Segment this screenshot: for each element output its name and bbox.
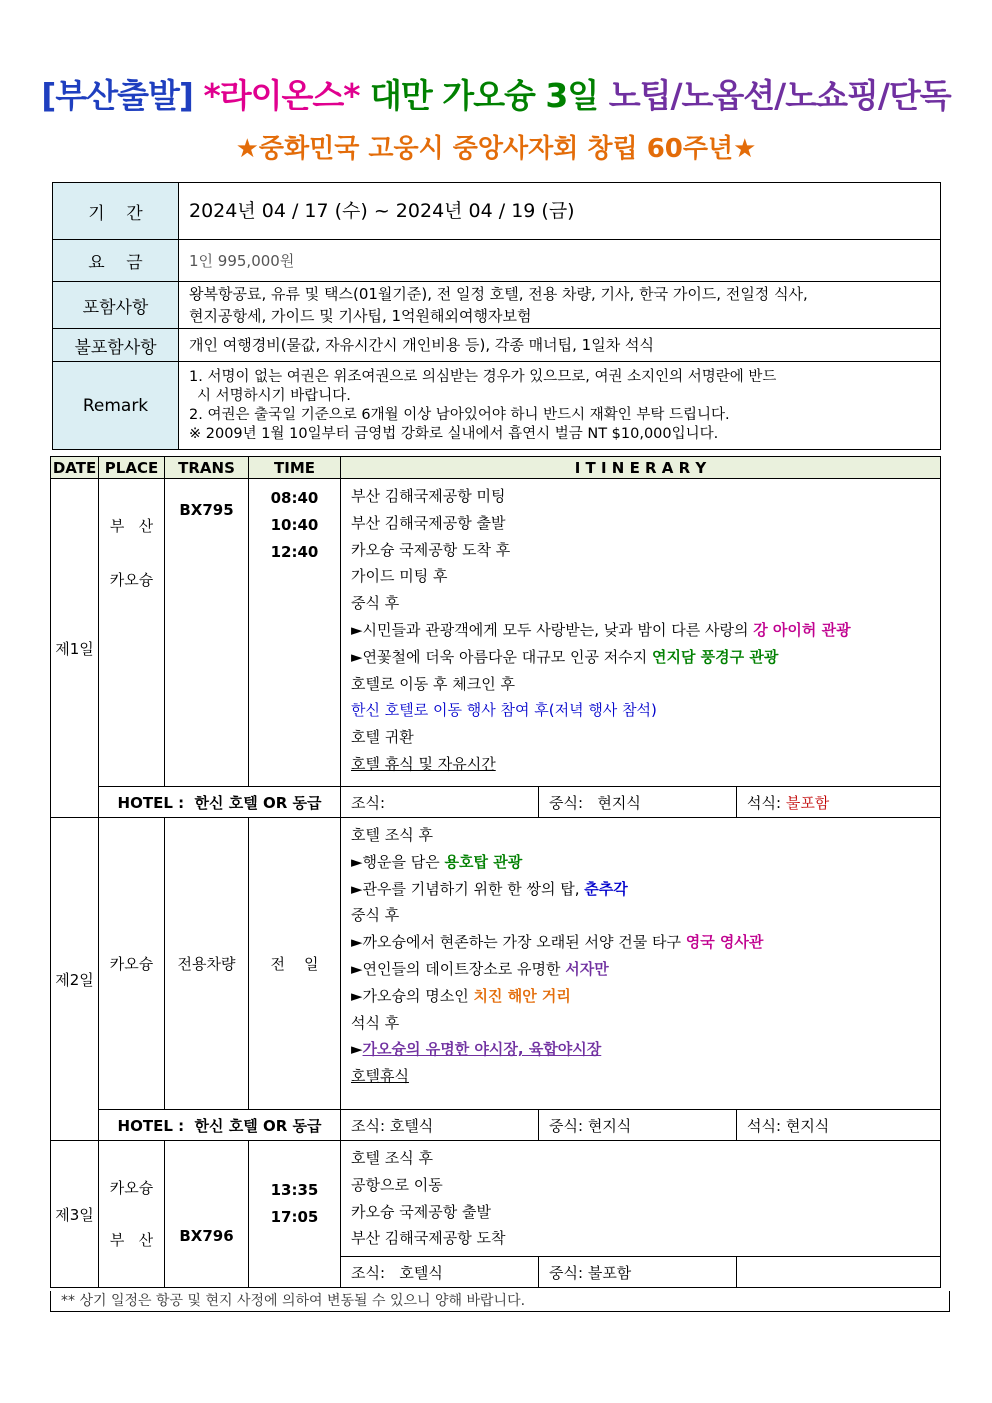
price-value: 1인 995,000원 <box>179 240 941 282</box>
schedule-line: 한신 호텔로 이동 행사 참여 후(저녁 행사 참석) <box>351 701 657 720</box>
schedule-line: 호텔 조식 후 <box>351 1149 433 1167</box>
highlight-attraction: 영국 영사관 <box>685 933 764 952</box>
day3-dinner <box>737 1257 941 1288</box>
schedule-line: ►가오슝의 명소인 치진 해안 거리 <box>351 986 571 1005</box>
time: 17:05 <box>270 1208 319 1226</box>
period-value: 2024년 04 / 17 (수) ~ 2024년 04 / 19 (금) <box>179 183 941 240</box>
info-table <box>52 182 941 450</box>
day1-breakfast: 조식: <box>341 787 539 818</box>
day2-date: 제2일 <box>51 818 99 1141</box>
schedule-line: 호텔휴식 <box>351 1067 409 1086</box>
schedule-line: ►시민들과 관광객에게 모두 사랑받는, 낮과 밤이 다른 사랑의 강 아이허 관광 <box>351 620 851 639</box>
highlight-attraction: 서자만 <box>565 959 609 978</box>
remark-value <box>179 362 941 450</box>
highlight-attraction: 강 아이허 관광 <box>753 620 851 639</box>
schedule-line: 부산 김해국제공항 미팅 <box>351 487 506 505</box>
include-line: 현지공항세, 가이드 및 기사팁, 1억원해외여행자보험 <box>189 307 532 325</box>
schedule-line: 가이드 미팅 후 <box>351 567 448 586</box>
time: 08:40 <box>270 489 319 507</box>
day2-transport: 전용차량 <box>165 818 249 1110</box>
day1-times <box>249 479 341 787</box>
day1-place <box>99 479 165 787</box>
day2-dinner: 석식: 현지식 <box>737 1110 941 1141</box>
day3-lunch: 중식: 불포함 <box>539 1257 737 1288</box>
schedule-line: 호텔 휴식 및 자유시간 <box>351 754 496 773</box>
page-subtitle: ★중화민국 고웅시 중앙사자회 창립 60주년★ <box>235 134 757 164</box>
day3-flight: BX796 <box>165 1141 249 1288</box>
include-line: 왕복항공료, 유류 및 택스(01월기준), 전 일정 호텔, 전용 차량, 기사, 한국 가이드, 전일정 식사, <box>189 285 808 303</box>
time: 13:35 <box>270 1181 319 1199</box>
exclude-value: 개인 여행경비(물값, 자유시간시 개인비용 등), 각종 매너팁, 1일차 석식 <box>179 329 941 362</box>
day2-time: 전 일 <box>249 818 341 1110</box>
schedule-line: ►가오슝의 유명한 야시장, 육합야시장 <box>351 1040 602 1059</box>
day1-date: 제1일 <box>51 479 99 818</box>
day2-schedule <box>341 818 941 1110</box>
place: 카오슝 <box>109 571 154 589</box>
schedule-line: ►연꽃철에 더욱 아름다운 대규모 인공 저수지 연지담 풍경구 관광 <box>351 647 779 666</box>
schedule-line: 공항으로 이동 <box>351 1175 443 1194</box>
itinerary-table <box>50 456 941 1288</box>
period-label: 기 간 <box>53 183 179 240</box>
remark-line: 2. 여권은 출국일 기준으로 6개월 이상 남아있어야 하니 반드시 재확인 부탁 드립니다. <box>189 406 730 423</box>
price-label: 요 금 <box>53 240 179 282</box>
remark-label: Remark <box>53 362 179 450</box>
remark-line: ※ 2009년 1월 10일부터 금영법 강화로 실내에서 흡연시 벌금 NT $10,000입니다. <box>189 425 719 442</box>
day1-lunch: 중식: 현지식 <box>539 787 737 818</box>
day1-meal-row <box>51 787 941 818</box>
col-itinerary: I T I N E R A R Y <box>341 457 941 479</box>
time: 10:40 <box>270 516 319 534</box>
day3-place <box>99 1141 165 1288</box>
schedule-line: ►연인들의 데이트장소로 유명한 서자만 <box>351 959 609 978</box>
place: 부 산 <box>109 517 154 535</box>
day3-times <box>249 1141 341 1288</box>
include-value <box>179 282 941 329</box>
schedule-line: 석식 후 <box>351 1013 400 1032</box>
day1-schedule <box>341 479 941 787</box>
highlight-attraction: 춘추각 <box>584 879 628 898</box>
table-row <box>51 1141 941 1257</box>
place: 카오슝 <box>109 1179 154 1197</box>
day3-date: 제3일 <box>51 1141 99 1288</box>
include-label: 포함사항 <box>53 282 179 329</box>
title-conditions: 노팁/노옵션/노쇼핑/단독 <box>608 76 951 115</box>
exclude-label: 불포함사항 <box>53 329 179 362</box>
schedule-line: 호텔 조식 후 <box>351 826 433 844</box>
highlight-attraction: 치진 <box>473 986 503 1005</box>
remark-line: 1. 서명이 없는 여권은 위조여권으로 의심받는 경우가 있으므로, 여권 소지인의 서명란에 반드 <box>189 368 777 385</box>
schedule-line: ►행운을 담은 용호탑 관광 <box>351 852 523 871</box>
day2-meal-row <box>51 1110 941 1141</box>
day3-schedule <box>341 1141 941 1257</box>
schedule-line: 중식 후 <box>351 594 400 613</box>
highlight-attraction: 가오슝의 유명한 야시장, 육합야시장 <box>362 1040 602 1059</box>
day2-place: 카오슝 <box>99 818 165 1110</box>
schedule-line: 부산 김해국제공항 출발 <box>351 513 506 532</box>
schedule-line: 호텔 귀환 <box>351 728 414 747</box>
title-departure: [부산출발] <box>41 76 193 115</box>
footer-note: ** 상기 일정은 항공 및 현지 사정에 의하여 변동될 수 있으니 양해 바랍니다. <box>50 1291 950 1312</box>
time: 12:40 <box>270 543 319 561</box>
col-date: DATE <box>51 457 99 479</box>
remark-line: 시 서명하시기 바랍니다. <box>197 387 351 404</box>
page-title <box>0 70 992 117</box>
schedule-line: 호텔로 이동 후 체크인 후 <box>351 674 515 693</box>
day2-breakfast: 조식: 호텔식 <box>341 1110 539 1141</box>
title-brand: *라이온스* <box>203 76 360 115</box>
title-destination: 대만 가오슝 3일 <box>370 76 599 115</box>
day1-dinner: 석식: 불포함 <box>737 787 941 818</box>
day3-breakfast: 조식: 호텔식 <box>341 1257 539 1288</box>
col-trans: TRANS <box>165 457 249 479</box>
day1-flight: BX795 <box>165 479 249 787</box>
table-row <box>51 818 941 1110</box>
schedule-line: 중식 후 <box>351 906 400 925</box>
schedule-line: ►관우를 기념하기 위한 한 쌍의 탑, 춘추각 <box>351 879 628 898</box>
place: 부 산 <box>109 1231 154 1249</box>
schedule-line: 카오슝 국제공항 도착 후 <box>351 540 511 559</box>
schedule-line: 카오슝 국제공항 출발 <box>351 1202 491 1221</box>
day2-hotel: HOTEL : 한신 호텔 OR 동급 <box>99 1110 341 1141</box>
col-time: TIME <box>249 457 341 479</box>
day1-hotel: HOTEL : 한신 호텔 OR 동급 <box>99 787 341 818</box>
schedule-line: ►까오슝에서 현존하는 가장 오래된 서양 건물 타구 영국 영사관 <box>351 933 764 952</box>
highlight-attraction: 연지담 풍경구 관광 <box>651 647 779 666</box>
highlight-attraction: 용호탑 관광 <box>444 852 523 871</box>
schedule-line: 부산 김해국제공항 도착 <box>351 1229 506 1248</box>
table-row <box>51 479 941 787</box>
col-place: PLACE <box>99 457 165 479</box>
day2-lunch: 중식: 현지식 <box>539 1110 737 1141</box>
